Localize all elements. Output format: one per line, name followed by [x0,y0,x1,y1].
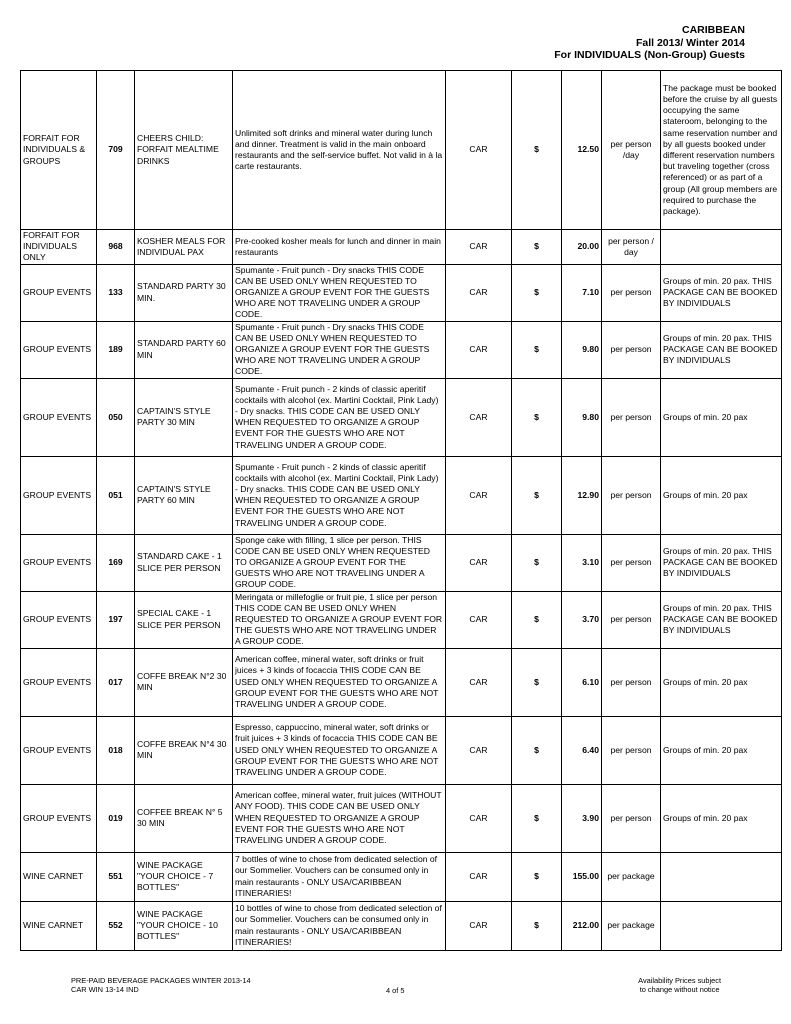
row-code: 017 [97,648,135,716]
row-notes [661,901,782,950]
row-currency: $ [512,71,562,230]
row-code: 051 [97,456,135,534]
row-notes: The package must be booked before the cruise by all guests occupying the same stateroom, belonging to the same reservation number and by all guests booked under different reservation numbers but traveling together (cross referenced) or as part of a group (All group members are required to purchase the package). [661,71,782,230]
row-unit: per person [602,456,661,534]
row-code: 050 [97,378,135,456]
row-price: 3.10 [562,534,602,591]
row-description: 10 bottles of wine to chose from dedicated selection of our Sommelier. Vouchers can be consumed only in main restaurants - ONLY USA/CARIBBEAN ITINERARIES! [233,901,446,950]
row-currency: $ [512,591,562,648]
row-code: 169 [97,534,135,591]
row-price: 12.90 [562,456,602,534]
row-unit: per person [602,534,661,591]
table-row [21,321,782,378]
row-name: WINE PACKAGE "YOUR CHOICE - 10 BOTTLES" [135,901,233,950]
row-name: STANDARD PARTY 30 MIN. [135,264,233,321]
row-currency: $ [512,716,562,784]
row-price: 9.80 [562,378,602,456]
row-area: CAR [446,591,512,648]
row-currency: $ [512,852,562,901]
row-price: 12.50 [562,71,602,230]
table-row [21,716,782,784]
row-currency: $ [512,230,562,265]
footer-disclaimer [638,976,721,994]
footer-doc-code: CAR WIN 13-14 IND [71,985,139,994]
row-type: WINE CARNET [21,852,97,901]
row-type: GROUP EVENTS [21,591,97,648]
row-type: GROUP EVENTS [21,378,97,456]
row-name: COFFEE BREAK N° 5 30 MIN [135,784,233,852]
row-type: GROUP EVENTS [21,784,97,852]
packages-table [20,70,782,951]
region-title: CARIBBEAN [682,24,745,36]
row-unit: per person /day [602,71,661,230]
row-price: 212.00 [562,901,602,950]
row-name: WINE PACKAGE "YOUR CHOICE - 7 BOTTLES" [135,852,233,901]
row-code: 968 [97,230,135,265]
row-name: CHEERS CHILD: FORFAIT MEALTIME DRINKS [135,71,233,230]
row-type: GROUP EVENTS [21,321,97,378]
document-header [554,24,745,62]
row-unit: per person [602,378,661,456]
row-unit: per person [602,591,661,648]
row-name: STANDARD PARTY 60 MIN [135,321,233,378]
row-notes: Groups of min. 20 pax. THIS PACKAGE CAN BE BOOKED BY INDIVIDUALS [661,321,782,378]
row-area: CAR [446,71,512,230]
footer-disclaimer-line1: Availability Prices subject [638,976,721,985]
row-area: CAR [446,901,512,950]
row-notes: Groups of min. 20 pax. THIS PACKAGE CAN BE BOOKED BY INDIVIDUALS [661,534,782,591]
row-notes [661,852,782,901]
row-area: CAR [446,456,512,534]
row-price: 3.70 [562,591,602,648]
row-currency: $ [512,534,562,591]
row-area: CAR [446,264,512,321]
row-price: 6.40 [562,716,602,784]
row-area: CAR [446,534,512,591]
season-title: Fall 2013/ Winter 2014 [635,36,745,49]
row-type: GROUP EVENTS [21,456,97,534]
table-row [21,901,782,950]
row-area: CAR [446,716,512,784]
row-unit: per person [602,716,661,784]
row-area: CAR [446,784,512,852]
row-description: Meringata or millefoglie or fruit pie, 1 slice per person THIS CODE CAN BE USED ONLY WHEN REQUESTED TO ORGANIZE A GROUP EVENT FOR THE GUESTS WHO ARE NOT TRAVELING UNDER A GROUP CODE. [233,591,446,648]
row-unit: per person [602,321,661,378]
row-currency: $ [512,378,562,456]
row-description: Spumante - Fruit punch - Dry snacks THIS CODE CAN BE USED ONLY WHEN REQUESTED TO ORGANIZE A GROUP EVENT FOR THE GUESTS WHO ARE NOT TRAVELING UNDER A GROUP CODE. [233,321,446,378]
row-area: CAR [446,378,512,456]
row-price: 155.00 [562,852,602,901]
row-price: 7.10 [562,264,602,321]
row-currency: $ [512,784,562,852]
row-area: CAR [446,230,512,265]
row-unit: per person [602,648,661,716]
row-name: COFFE BREAK N°2 30 MIN [135,648,233,716]
row-name: COFFE BREAK N°4 30 MIN [135,716,233,784]
row-unit: per package [602,852,661,901]
row-name: CAPTAIN'S STYLE PARTY 30 MIN [135,378,233,456]
row-unit: per package [602,901,661,950]
row-notes: Groups of min. 20 pax [661,784,782,852]
row-description: Unlimited soft drinks and mineral water during lunch and dinner. Treatment is valid in the main onboard restaurants and the self-service buffet. Not valid in à la carte restaurants. [233,71,446,230]
row-type: WINE CARNET [21,901,97,950]
row-code: 552 [97,901,135,950]
row-currency: $ [512,648,562,716]
row-price: 9.80 [562,321,602,378]
row-name: CAPTAIN'S STYLE PARTY 60 MIN [135,456,233,534]
row-unit: per person [602,264,661,321]
row-unit: per person / day [602,230,661,265]
row-price: 3.90 [562,784,602,852]
row-currency: $ [512,321,562,378]
row-code: 551 [97,852,135,901]
table-row [21,852,782,901]
row-area: CAR [446,852,512,901]
row-notes: Groups of min. 20 pax [661,378,782,456]
row-currency: $ [512,456,562,534]
row-code: 133 [97,264,135,321]
page-number: 4 of 5 [386,986,405,995]
row-notes: Groups of min. 20 pax [661,456,782,534]
table-row [21,230,782,265]
row-type: GROUP EVENTS [21,264,97,321]
footer-disclaimer-line2: to change without notice [639,985,720,994]
table-row [21,784,782,852]
table-row [21,264,782,321]
table-row [21,378,782,456]
row-description: Pre-cooked kosher meals for lunch and dinner in main restaurants [233,230,446,265]
row-type: FORFAIT FOR INDIVIDUALS & GROUPS [21,71,97,230]
row-code: 189 [97,321,135,378]
row-description: Spumante - Fruit punch - Dry snacks THIS CODE CAN BE USED ONLY WHEN REQUESTED TO ORGANIZE A GROUP EVENT FOR THE GUESTS WHO ARE NOT TRAVELING UNDER A GROUP CODE. [233,264,446,321]
row-code: 018 [97,716,135,784]
row-code: 197 [97,591,135,648]
row-description: American coffee, mineral water, soft drinks or fruit juices + 3 kinds of focaccia THIS CODE CAN BE USED ONLY WHEN REQUESTED TO ORGANIZE A GROUP EVENT FOR THE GUESTS WHO ARE NOT TRAVELING UNDER A GROUP CODE. [233,648,446,716]
row-notes: Groups of min. 20 pax [661,648,782,716]
row-description: Sponge cake with filling, 1 slice per person. THIS CODE CAN BE USED ONLY WHEN REQUESTED TO ORGANIZE A GROUP EVENT FOR THE GUESTS WHO ARE NOT TRAVELING UNDER A GROUP CODE. [233,534,446,591]
row-currency: $ [512,264,562,321]
row-code: 709 [97,71,135,230]
row-name: SPECIAL CAKE - 1 SLICE PER PERSON [135,591,233,648]
footer-doc-title: PRE-PAID BEVERAGE PACKAGES WINTER 2013-14 [71,976,251,985]
row-area: CAR [446,648,512,716]
row-area: CAR [446,321,512,378]
row-notes: Groups of min. 20 pax [661,716,782,784]
row-notes: Groups of min. 20 pax. THIS PACKAGE CAN BE BOOKED BY INDIVIDUALS [661,264,782,321]
table-row [21,456,782,534]
row-notes [661,230,782,265]
row-type: FORFAIT FOR INDIVIDUALS ONLY [21,230,97,265]
table-row [21,648,782,716]
row-type: GROUP EVENTS [21,648,97,716]
row-description: Spumante - Fruit punch - 2 kinds of classic aperitif cocktails with alcohol (ex. Martini Cocktail, Pink Lady) - Dry snacks. THIS CODE CAN BE USED ONLY WHEN REQUESTED TO ORGANIZE A GROUP EVENT FOR THE GUESTS WHO ARE NOT TRAVELING UNDER A GROUP CODE. [233,378,446,456]
row-type: GROUP EVENTS [21,534,97,591]
row-description: 7 bottles of wine to chose from dedicated selection of our Sommelier. Vouchers can be consumed only in main restaurants - ONLY USA/CARIBBEAN ITINERARIES! [233,852,446,901]
table-row [21,534,782,591]
audience-title: For INDIVIDUALS (Non-Group) Guests [554,49,745,61]
footer-left [71,976,251,994]
row-name: KOSHER MEALS FOR INDIVIDUAL PAX [135,230,233,265]
row-price: 6.10 [562,648,602,716]
table-row [21,591,782,648]
row-description: American coffee, mineral water, fruit juices (WITHOUT ANY FOOD). THIS CODE CAN BE USED ONLY WHEN REQUESTED TO ORGANIZE A GROUP EVENT FOR THE GUESTS WHO ARE NOT TRAVELING UNDER A GROUP CODE. [233,784,446,852]
row-currency: $ [512,901,562,950]
row-unit: per person [602,784,661,852]
row-name: STANDARD CAKE - 1 SLICE PER PERSON [135,534,233,591]
row-code: 019 [97,784,135,852]
row-description: Espresso, cappuccino, mineral water, soft drinks or fruit juices + 3 kinds of focaccia THIS CODE CAN BE USED ONLY WHEN REQUESTED TO ORGANIZE A GROUP EVENT FOR THE GUESTS WHO ARE NOT TRAVELING UNDER A GROUP CODE. [233,716,446,784]
row-description: Spumante - Fruit punch - 2 kinds of classic aperitif cocktails with alcohol (ex. Martini Cocktail, Pink Lady) - Dry snacks. THIS CODE CAN BE USED ONLY WHEN REQUESTED TO ORGANIZE A GROUP EVENT FOR THE GUESTS WHO ARE NOT TRAVELING UNDER A GROUP CODE. [233,456,446,534]
row-notes: Groups of min. 20 pax. THIS PACKAGE CAN BE BOOKED BY INDIVIDUALS [661,591,782,648]
row-price: 20.00 [562,230,602,265]
row-type: GROUP EVENTS [21,716,97,784]
table-row [21,71,782,230]
